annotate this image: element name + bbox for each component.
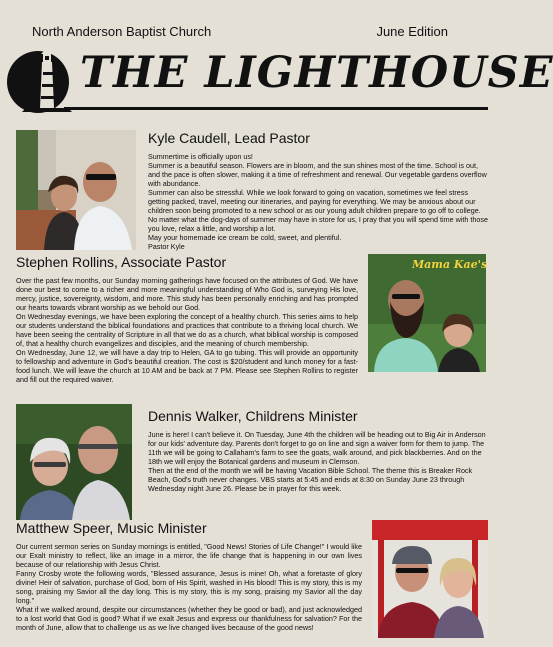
article-paragraph: What if we walked around, despite our circumstances (whether they be good or bad), and just acknowledged to a lost world that God is good? What if we exalt Jesus and express our thankfulness for salvation? For the month of June, allow that to challenge us as we live changed lives because of the good news!: [16, 605, 362, 632]
section-heading-associate-pastor: Stephen Rollins, Associate Pastor: [16, 254, 227, 270]
lighthouse-logo: [6, 42, 74, 122]
photo-caption: Mama Kae's: [412, 258, 488, 271]
article-paragraph: May your homemade ice cream be cold, sweet, and plentiful.: [148, 233, 342, 242]
article-paragraph: Fanny Crosby wrote the following words, "Blessed assurance, Jesus is mine! Oh, what a foretaste of glory divine! Heir of salvation, purchase of God, born of His Spirit, washed in His blood! This is my story, this is my song, praising my Savior all the day long. This is my story, this is my song, praising my Savior all the day long.": [16, 569, 362, 605]
matthew-speer-photo: [372, 520, 488, 638]
stephen-rollins-photo: [368, 254, 486, 372]
section-heading-lead-pastor: Kyle Caudell, Lead Pastor: [148, 130, 310, 146]
article-paragraph: On Wednesday evenings, we have been exploring the concept of a healthy church. This series aims to help our students understand the biblical foundations and practices that contribute to a thriving local church. We have been seeing the centrality of Scripture in all that we do as a church, what biblical worship is composed of, that a healthy church evangelizes and disciples, and the meaning of church membership.: [16, 312, 358, 348]
church-name: North Anderson Baptist Church: [32, 24, 212, 39]
associate-pastor-article: [16, 276, 358, 384]
childrens-minister-article: [148, 430, 488, 493]
article-paragraph: Summer is a beautiful season. Flowers are in bloom, and the sun shines most of the time. School is out, and the pace is often slower, making it a time of refreshment and renewal. Our vegetable gardens overflow with abundance.: [148, 161, 487, 188]
article-paragraph: Over the past few months, our Sunday morning gatherings have focused on the attributes of God. We have done our best to come to a richer and more meaningful understanding of Who God is, surveying His love, mercy, justice, sovereignty, wisdom, and more. This study has been personally enriching and has prompted our hearts towards vibrant worship as we behold our God.: [16, 276, 358, 312]
article-paragraph: No matter what the dog-days of summer may have in store for us, I pray that you will spend time with those you love, relax a little, and worship a lot.: [148, 215, 488, 233]
article-paragraph: Summer can also be stressful. While we look forward to going on vacation, sometimes we feel stress getting packed, travel, meeting our itineraries, and paying for everything. We may be anxious about our children soon being promoted to a new school or as our young adult children prepare to go off to college.: [148, 188, 481, 215]
article-paragraph: Our current sermon series on Sunday mornings is entitled, "Good News! Stories of Life Change!" I would like our Exalt ministry to reflect, like an image in a mirror, the life change that is happening in our own lives because of our relationship with Jesus Christ.: [16, 542, 362, 569]
masthead-top: [32, 24, 448, 39]
article-signature: Pastor Kyle: [148, 242, 185, 251]
newsletter-title: THE LIGHTHOUSE: [80, 48, 553, 98]
kyle-caudell-photo: [16, 130, 136, 250]
lead-pastor-article: [148, 152, 488, 251]
article-paragraph: Then at the end of the month we will be having Vacation Bible School. The theme this is Breaker Rock Beach, God's truth never changes. VBS starts at 5:45 and ends at 8:30 on Sunday June 23 through Wednesday night June 26. Please be in prayer for this week.: [148, 466, 473, 493]
lighthouse-icon: [6, 42, 74, 122]
article-paragraph: On Wednesday, June 12, we will have a day trip to Helen, GA to go tubing. This will provide an opportunity to fellowship and adventure in God's beautiful creation. The cost is $20/student and lunch money for a fast-food lunch. We will leave the church at 10 AM and be back at 7 PM. Please see Stephen Rollins to register and fill out the required waiver.: [16, 348, 358, 384]
edition-label: June Edition: [376, 24, 448, 39]
music-minister-article: [16, 542, 362, 632]
masthead-rule: [64, 107, 488, 110]
article-paragraph: Summertime is officially upon us!: [148, 152, 253, 161]
dennis-walker-photo: [16, 404, 132, 520]
article-paragraph: June is here! I can't believe it. On Tuesday, June 4th the children will be heading out to Big Air in Anderson for our kids' adventure day. Parents don't forget to go on line and sign a waiver form for them to jump. The 11th we will be going to Callaham's farm to see the goats, walk around, and pick blackberries. And on the 18th we will enjoy the Botanical gardens and museum in Clemson.: [148, 430, 486, 466]
section-heading-music-minister: Matthew Speer, Music Minister: [16, 520, 207, 536]
section-heading-childrens-minister: Dennis Walker, Childrens Minister: [148, 408, 358, 424]
